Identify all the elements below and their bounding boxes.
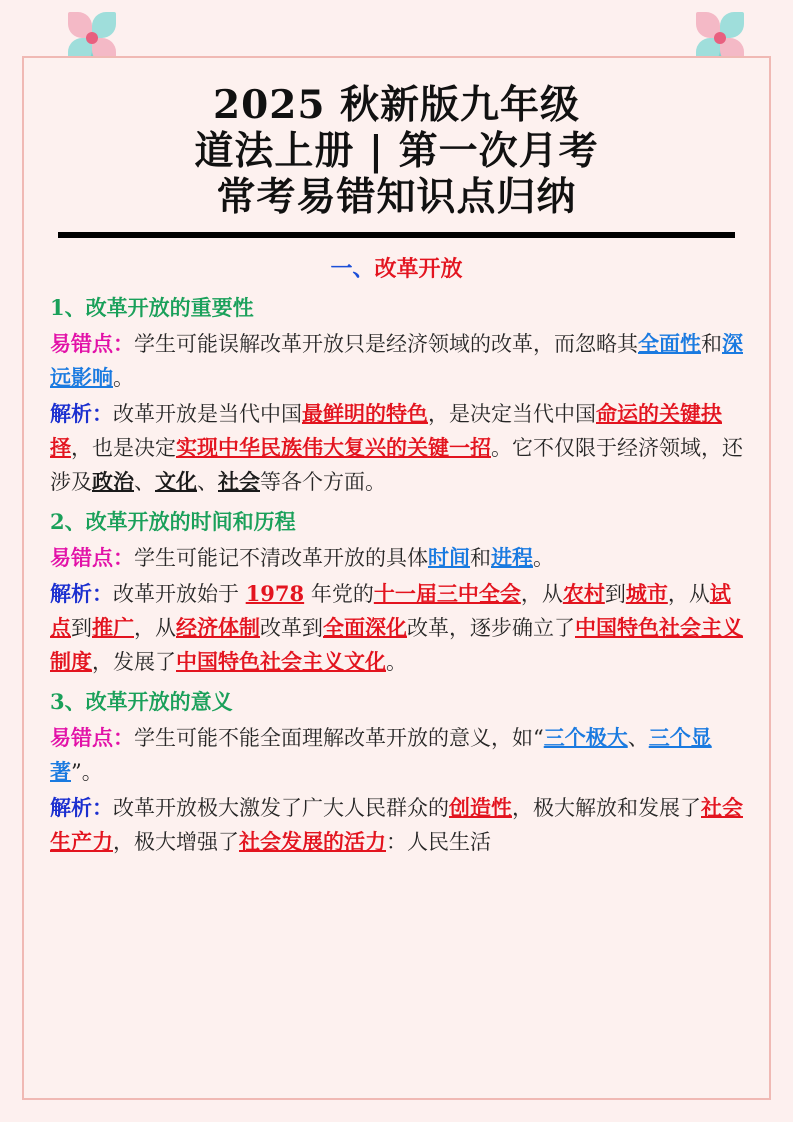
pinwheel-hub [714,32,726,44]
keyword: 中国特色社会主义文化 [176,649,386,674]
keyword: 实现中华民族伟大复兴的关键一招 [176,435,491,460]
section-heading [50,252,743,283]
item-heading-1: 1、改革开放的重要性 [50,295,254,320]
title-line-1: 2025 秋新版九年级 [212,82,581,128]
content-card [22,56,771,1100]
text: 和 [701,332,722,356]
page-title [50,82,743,220]
keyword: 城市 [625,581,668,606]
text: ”。 [71,760,103,784]
item-3-jiexi [50,791,743,859]
item-1-yicuo [50,327,743,395]
text: 。 [533,546,554,570]
text: ，从 [134,616,176,640]
item-heading-2: 2、改革开放的时间和历程 [50,509,296,534]
text: 。它不仅限于经济领域，还涉及 [50,436,743,494]
text: 改革开放是当代中国 [113,402,302,426]
text: 学生可能不能全面理解改革开放的意义，如“ [134,726,544,750]
keyword: 试点 [50,581,731,640]
text: ，是决定当代中国 [428,402,596,426]
keyword: 1978 [245,581,305,606]
text: 、 [197,470,218,494]
text: 等各个方面。 [260,470,386,494]
keyword: 三个极大 [543,725,628,750]
text: 学生可能记不清改革开放的具体 [134,546,428,570]
text: 改革开放极大激发了广大人民群众的 [113,796,449,820]
keyword: 深远影响 [50,331,743,390]
section-name: 改革开放 [374,256,463,282]
keyword: 进程 [491,545,533,570]
text: ，极大解放和发展了 [512,796,701,820]
keyword: 社会生产力 [50,795,743,854]
text: 改革开放始于 [113,582,246,606]
keyword: 最鲜明的特色 [302,401,428,426]
item-1-jiexi [50,397,743,499]
jiexi-label: 解析： [50,581,113,606]
text: ，发展了 [92,650,176,674]
title-divider [58,232,735,238]
keyword: 社会发展的活力 [239,829,386,854]
keyword: 政治 [92,469,134,494]
item-2-jiexi [50,577,743,679]
keyword: 中国特色社会主义制度 [50,615,743,674]
keyword: 推广 [92,615,134,640]
text: 年党的 [304,582,374,606]
text: ，从 [520,582,563,606]
text: 、 [134,470,155,494]
text: ：人民生活 [386,830,491,854]
item-heading-3: 3、改革开放的意义 [50,689,233,714]
keyword: 全面性 [638,331,701,356]
text: 、 [627,726,649,750]
text: ，也是决定 [71,436,176,460]
keyword: 时间 [428,545,470,570]
text: 到 [604,582,626,606]
jiexi-label: 解析： [50,401,113,426]
text: 改革到 [260,616,323,640]
keyword: 命运的关键抉择 [50,401,722,460]
text: 和 [470,546,491,570]
title-line-3: 常考易错知识点归纳 [216,174,577,220]
keyword: 三个显著 [50,725,712,784]
keyword: 经济体制 [176,615,260,640]
jiexi-label: 解析： [50,795,113,820]
yicuo-label: 易错点： [50,545,134,570]
keyword: 创造性 [449,795,512,820]
yicuo-label: 易错点： [50,331,134,356]
keyword: 十一届三中全会 [373,581,521,606]
text: 。 [386,650,407,674]
text: ，极大增强了 [113,830,239,854]
text: 学生可能误解改革开放只是经济领域的改革，而忽略其 [134,332,638,356]
keyword: 全面深化 [323,615,407,640]
text: 到 [71,616,92,640]
text: 。 [113,366,134,390]
pinwheel-hub [86,32,98,44]
section-number: 一、 [330,256,375,282]
yicuo-label: 易错点： [50,725,134,750]
item-3-yicuo [50,721,743,789]
keyword: 文化 [155,469,197,494]
item-2-yicuo [50,541,743,575]
text: 改革，逐步确立了 [407,616,575,640]
text: ，从 [667,582,710,606]
keyword: 社会 [218,469,260,494]
keyword: 农村 [562,581,605,606]
title-line-2: 道法上册 | 第一次月考 [194,128,599,174]
